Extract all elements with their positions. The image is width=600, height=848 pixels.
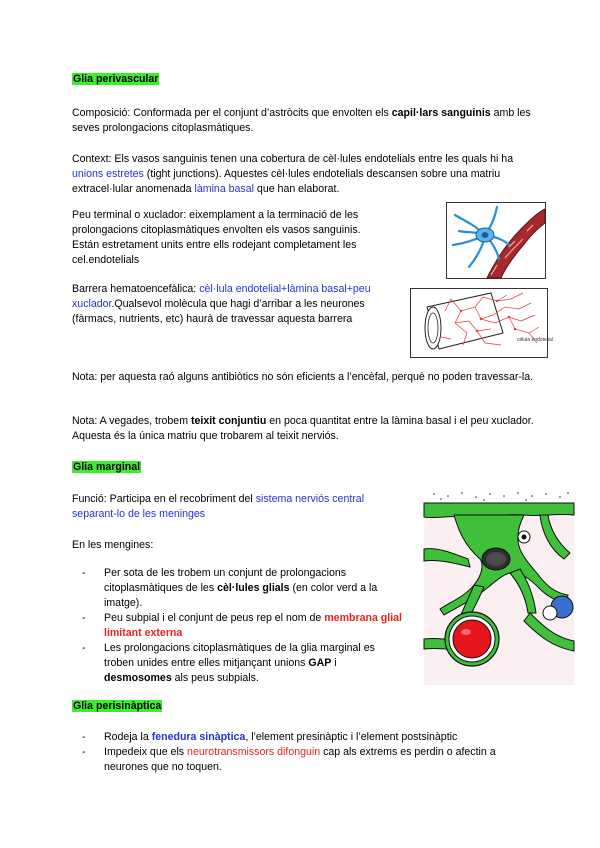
list-item: - Per sota de les trobem un conjunt de prolongacions citoplasmàtiques de les cèl·lules glials (en color verd a la imatge). <box>72 566 402 611</box>
glia-marginal-illustration <box>424 489 574 685</box>
link-lamina-basal[interactable]: làmina basal <box>194 183 254 195</box>
nota2-paragraph: Nota: A vegades, trobem teixit conjuntiu en poca quantitat entre la làmina basal i el peu xuclador. Aquesta és la única matriu que trobarem al teixit nerviós. <box>72 415 534 442</box>
context-paragraph: Context: Els vasos sanguinis tenen una cobertura de cèl·lules endotelials entre les quals hi ha unions estretes (tight junctions). Aquestes cèl·lules endotelials descansen sobre una matriu extracel·lular anomenada làmina basal que han elaborat. <box>72 153 514 195</box>
list-item: - Peu subpial i el conjunt de peus rep el nom de membrana glial limitant externa <box>72 611 402 641</box>
link-unions-estretes[interactable]: unions estretes <box>72 168 144 180</box>
funcio-paragraph: Funció: Participa en el recobriment del sistema nerviós central separant-lo de les meninges <box>72 493 365 520</box>
peu-terminal-paragraph: Peu terminal o xuclador: eixemplament a la terminació de les prolongacions citoplasmàtiques envolten els vasos sanguinis. Están estretament units entre ells rodejant completament les cel.endotelials <box>72 209 361 266</box>
heading-highlight: Glia marginal <box>73 461 141 473</box>
heading-highlight: Glia perivascular <box>73 73 159 85</box>
nota1-paragraph: Nota: per aquesta raó alguns antibiòtics no són eficients a l’encèfal, perquè no poden travessar-la. <box>72 371 534 383</box>
composicio-paragraph: Composició: Conformada per el conjunt d’astròcits que envolten els capil·lars sanguinis amb les seves prolongacions citoplasmàtiques. <box>72 107 531 134</box>
glia-marginal-list <box>72 566 402 686</box>
capillary-caption: célula endotelial <box>517 337 553 343</box>
glia-marginal-figure <box>424 489 574 685</box>
link-barrera-components[interactable]: cèl·lula endotelial+làmina basal+peu xuclador <box>72 283 371 310</box>
capillary-illustration <box>411 289 553 357</box>
capillary-figure <box>410 288 553 358</box>
meninges-label: En les mengines: <box>72 539 154 551</box>
section-heading-glia-perisinaptica <box>72 699 162 714</box>
heading-highlight: Glia perisinàptica <box>73 700 162 712</box>
barrera-paragraph: Barrera hematoencefàlica: cèl·lula endotelial+làmina basal+peu xuclador.Qualsevol molècula que hagi d’arribar a les neurones (fàrmacs, nutrients, etc) haurà de travessar aquesta barrera <box>72 283 371 325</box>
astrocyte-vessel-figure <box>446 202 546 279</box>
astrocyte-vessel-illustration <box>447 203 545 278</box>
list-item: - Impedeix que els neurotransmissors difonguin cap als extrems es perdin o afectin a neurones que no toquen. <box>72 745 542 775</box>
link-sistema-nervios-central[interactable]: sistema nerviós central separant-lo de les meninges <box>72 493 365 520</box>
link-fenedura-sinaptica[interactable]: fenedura sinàptica <box>151 731 246 743</box>
section-heading-glia-marginal <box>72 460 141 475</box>
list-item: - Rodeja la fenedura sinàptica, l’element presinàptic i l’element postsinàptic <box>72 730 542 745</box>
list-item: - Les prolongacions citoplasmàtiques de la glia marginal es troben unides entre elles mitjançant unions GAP i desmosomes als peus subpials. <box>72 641 402 686</box>
glia-perisinaptica-list <box>72 730 542 775</box>
section-heading-glia-perivascular <box>72 72 159 87</box>
